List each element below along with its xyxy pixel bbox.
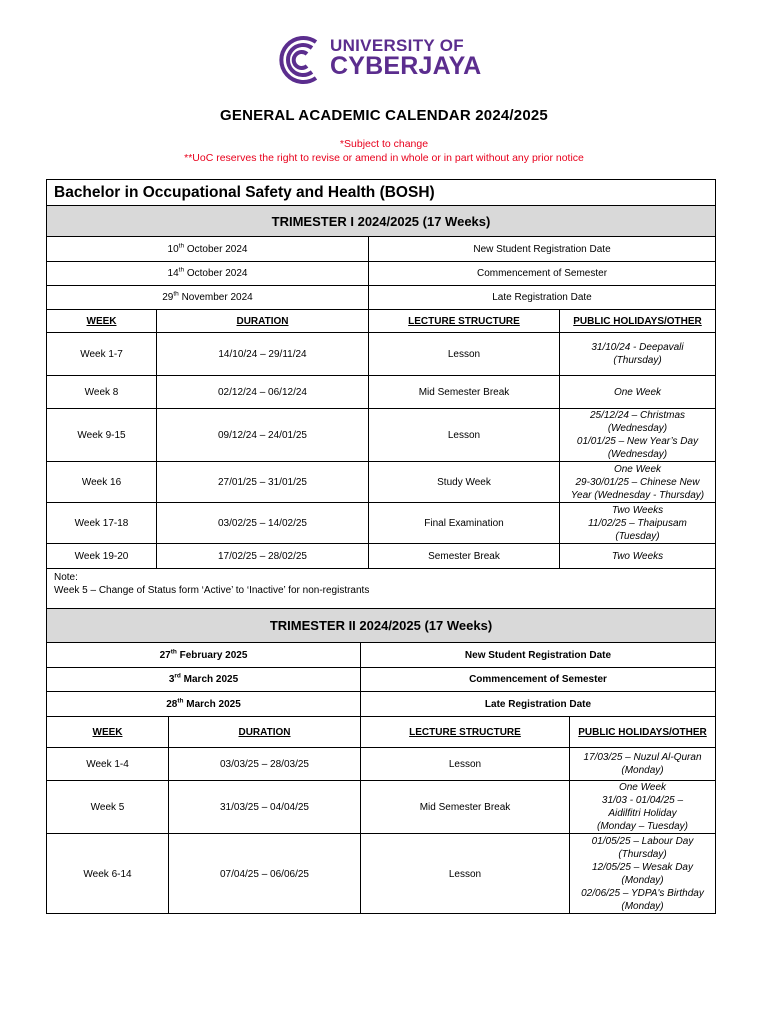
week-cell: Week 8: [84, 386, 119, 398]
structure-cell: Semester Break: [368, 544, 559, 568]
program-title-row: [47, 180, 715, 206]
date-event-cell: Commencement of Semester: [368, 262, 715, 285]
week-cell: Week 1-7: [80, 348, 123, 360]
structure-cell: Lesson: [368, 333, 559, 375]
holiday-cell: One Week 31/03 - 01/04/25 – Aidilfitri Holiday (Monday – Tuesday): [569, 781, 715, 833]
table-row: [47, 333, 715, 376]
note-text: [54, 571, 369, 597]
duration-cell: 07/04/25 – 06/06/25: [168, 834, 360, 914]
table-row: [47, 668, 715, 692]
week-cell: Week 5: [90, 801, 125, 813]
duration-cell: 03/02/25 – 14/02/25: [156, 503, 368, 543]
university-logo: [276, 32, 496, 88]
week-cell: Week 6-14: [83, 868, 132, 880]
holiday-cell: 01/05/25 – Labour Day (Thursday) 12/05/25 – Wesak Day (Monday) 02/06/25 – YDPA's Birthday (Monday): [569, 834, 715, 914]
date-cell: 29th November 2024: [162, 290, 253, 303]
holiday-cell: 25/12/24 – Christmas (Wednesday) 01/01/25 – New Year’s Day (Wednesday): [559, 409, 715, 461]
holiday-cell: Two Weeks: [559, 544, 715, 568]
duration-cell: 31/03/25 – 04/04/25: [168, 781, 360, 833]
week-cell: Week 19-20: [74, 550, 129, 562]
date-event-cell: Commencement of Semester: [360, 668, 715, 691]
note-label: Note:: [54, 572, 78, 583]
date-cell: 27th February 2025: [159, 648, 248, 661]
note-content: Week 5 – Change of Status form ‘Active’ to ‘Inactive’ for non-registrants: [54, 585, 370, 596]
table-row: [47, 286, 715, 310]
structure-cell: Lesson: [360, 748, 569, 780]
trimester-2-banner: [47, 609, 715, 643]
date-event-cell: New Student Registration Date: [368, 237, 715, 261]
structure-cell: Lesson: [368, 409, 559, 461]
logo-line-1: UNIVERSITY OF: [330, 36, 464, 55]
date-cell: 10th October 2024: [167, 242, 248, 255]
revision-rights-notice: **UoC reserves the right to revise or amend in whole or in part without any prior notice: [184, 152, 584, 164]
duration-cell: 02/12/24 – 06/12/24: [156, 376, 368, 408]
table-row: [47, 692, 715, 717]
week-column-header: WEEK: [86, 315, 117, 327]
table-row: [47, 376, 715, 409]
table-row: [47, 462, 715, 503]
duration-cell: 03/03/25 – 28/03/25: [168, 748, 360, 780]
table-row: [47, 781, 715, 834]
week-cell: Week 9-15: [77, 429, 126, 441]
duration-column-header: DURATION: [156, 310, 368, 332]
cyberjaya-logo-icon: [276, 32, 326, 88]
duration-cell: 09/12/24 – 24/01/25: [156, 409, 368, 461]
structure-cell: Mid Semester Break: [360, 781, 569, 833]
duration-cell: 27/01/25 – 31/01/25: [156, 462, 368, 502]
holidays-column-header: PUBLIC HOLIDAYS/OTHER: [559, 310, 715, 332]
holiday-cell: One Week: [559, 376, 715, 408]
document-title: GENERAL ACADEMIC CALENDAR 2024/2025: [220, 107, 548, 124]
logo-line-2: CYBERJAYA: [330, 52, 482, 80]
table-row: [47, 409, 715, 462]
structure-cell: Final Examination: [368, 503, 559, 543]
duration-column-header: DURATION: [168, 717, 360, 747]
date-cell: 14th October 2024: [167, 266, 248, 279]
table-row: [47, 544, 715, 569]
trimester-1-title: TRIMESTER I 2024/2025 (17 Weeks): [271, 213, 491, 229]
subject-to-change-notice: *Subject to change: [339, 138, 429, 150]
structure-cell: Mid Semester Break: [368, 376, 559, 408]
holiday-cell: 31/10/24 - Deepavali (Thursday): [559, 333, 715, 375]
lecture-structure-column-header: LECTURE STRUCTURE: [368, 310, 559, 332]
trimester-2-title: TRIMESTER II 2024/2025 (17 Weeks): [269, 618, 493, 633]
holidays-column-header: PUBLIC HOLIDAYS/OTHER: [569, 717, 715, 747]
week-column-header: WEEK: [92, 726, 123, 738]
week-cell: Week 1-4: [86, 758, 129, 770]
table-row: [47, 237, 715, 262]
structure-cell: Study Week: [368, 462, 559, 502]
date-cell: 3rd March 2025: [168, 672, 239, 685]
table-row: [47, 643, 715, 668]
calendar-table: [46, 179, 716, 914]
table-row: [47, 262, 715, 286]
holiday-cell: Two Weeks 11/02/25 – Thaipusam (Tuesday): [559, 503, 715, 543]
note-row: [47, 569, 715, 609]
holiday-cell: One Week 29-30/01/25 – Chinese New Year (Wednesday - Thursday): [559, 462, 715, 502]
program-title: Bachelor in Occupational Safety and Health (BOSH): [54, 183, 435, 201]
trimester-1-banner: [47, 206, 715, 237]
week-cell: Week 17-18: [74, 517, 129, 529]
date-cell: 28th March 2025: [166, 697, 241, 710]
structure-cell: Lesson: [360, 834, 569, 914]
table-row: [47, 503, 715, 544]
table-header-row: [47, 310, 715, 333]
table-row: [47, 834, 715, 914]
duration-cell: 17/02/25 – 28/02/25: [156, 544, 368, 568]
date-event-cell: Late Registration Date: [360, 692, 715, 716]
date-event-cell: Late Registration Date: [368, 286, 715, 309]
table-row: [47, 748, 715, 781]
duration-cell: 14/10/24 – 29/11/24: [156, 333, 368, 375]
lecture-structure-column-header: LECTURE STRUCTURE: [360, 717, 569, 747]
date-event-cell: New Student Registration Date: [360, 643, 715, 667]
week-cell: Week 16: [81, 476, 122, 488]
holiday-cell: 17/03/25 – Nuzul Al-Quran (Monday): [569, 748, 715, 780]
table-header-row: [47, 717, 715, 748]
